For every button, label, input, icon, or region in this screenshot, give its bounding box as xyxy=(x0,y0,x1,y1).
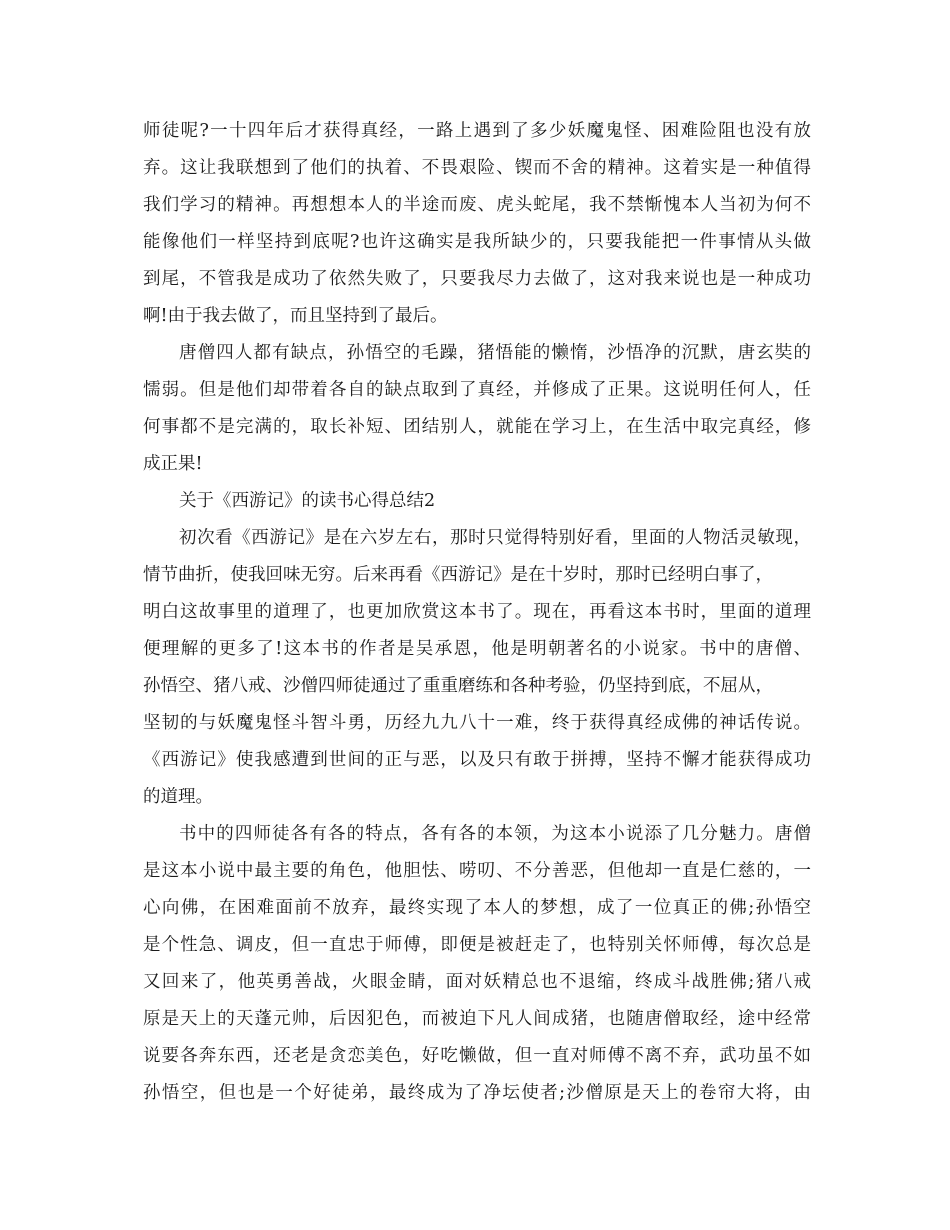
text-line: 的道理。 xyxy=(143,787,213,807)
paragraph-first-reading xyxy=(143,520,811,816)
body-text xyxy=(143,113,811,1112)
text-line: 到尾，不管我是成功了依然失败了，只要我尽力去做了，这对我来说也是一种成功 xyxy=(143,269,811,289)
text-line: 书中的四师徒各有各的特点，各有各的本领，为这本小说添了几分魅力。唐僧 xyxy=(179,824,811,844)
text-line: 《西游记》使我感遭到世间的正与恶，以及只有敢于拼搏，坚持不懈才能获得成功 xyxy=(143,750,811,770)
text-line: 能像他们一样坚持到底呢?也许这确实是我所缺少的，只要我能把一件事情从头做 xyxy=(143,232,811,252)
section-heading xyxy=(143,483,811,520)
text-line: 明白这故事里的道理了，也更加欣赏这本书了。现在，再看这本书时，里面的道理 xyxy=(143,602,811,622)
text-line: 初次看《西游记》是在六岁左右，那时只觉得特别好看，里面的人物活灵敏现， xyxy=(179,528,811,548)
text-line: 说要各奔东西，还老是贪恋美色，好吃懒做，但一直对师傅不离不弃，武功虽不如 xyxy=(143,1046,811,1066)
text-line: 情节曲折，使我回味无穷。后来再看《西游记》是在十岁时，那时已经明白事了， xyxy=(143,565,773,585)
text-line: 师徒呢?一十四年后才获得真经，一路上遇到了多少妖魔鬼怪、困难险阻也没有放 xyxy=(143,121,811,141)
paragraph-perseverance xyxy=(143,113,811,335)
text-line: 孙悟空，但也是一个好徒弟，最终成为了净坛使者;沙僧原是天上的卷帘大将，由 xyxy=(143,1083,811,1103)
text-line: 心向佛，在困难面前不放弃，最终实现了本人的梦想，成了一位真正的佛;孙悟空 xyxy=(143,898,811,918)
heading-line: 关于《西游记》的读书心得总结2 xyxy=(179,491,436,511)
text-line: 坚韧的与妖魔鬼怪斗智斗勇，历经九九八十一难，终于获得真经成佛的神话传说。 xyxy=(143,713,811,733)
text-line: 懦弱。但是他们却带着各自的缺点取到了真经，并修成了正果。这说明任何人，任 xyxy=(143,380,811,400)
paragraph-flaws xyxy=(143,335,811,483)
text-line: 又回来了，他英勇善战，火眼金睛，面对妖精总也不退缩，终成斗战胜佛;猪八戒 xyxy=(143,972,811,992)
text-line: 孙悟空、猪八戒、沙僧四师徒通过了重重磨练和各种考验，仍坚持到底，不屈从， xyxy=(143,676,773,696)
text-line: 唐僧四人都有缺点，孙悟空的毛躁，猪悟能的懒惰，沙悟净的沉默，唐玄奘的 xyxy=(179,343,811,363)
paragraph-four-disciples xyxy=(143,816,811,1112)
text-line: 是这本小说中最主要的角色，他胆怯、唠叨、不分善恶，但他却一直是仁慈的，一 xyxy=(143,861,811,881)
text-line: 成正果! xyxy=(143,454,203,474)
text-line: 是个性急、调皮，但一直忠于师傅，即便是被赶走了，也特别关怀师傅，每次总是 xyxy=(143,935,811,955)
text-line: 原是天上的天蓬元帅，后因犯色，而被迫下凡人间成猪，也随唐僧取经，途中经常 xyxy=(143,1009,811,1029)
text-line: 弃。这让我联想到了他们的执着、不畏艰险、锲而不舍的精神。这着实是一种值得 xyxy=(143,158,811,178)
text-line: 便理解的更多了!这本书的作者是吴承恩，他是明朝著名的小说家。书中的唐僧、 xyxy=(143,639,811,659)
text-line: 啊!由于我去做了，而且坚持到了最后。 xyxy=(143,306,448,326)
text-line: 何事都不是完满的，取长补短、团结别人，就能在学习上，在生活中取完真经，修 xyxy=(143,417,811,437)
text-line: 我们学习的精神。再想想本人的半途而废、虎头蛇尾，我不禁惭愧本人当初为何不 xyxy=(143,195,811,215)
